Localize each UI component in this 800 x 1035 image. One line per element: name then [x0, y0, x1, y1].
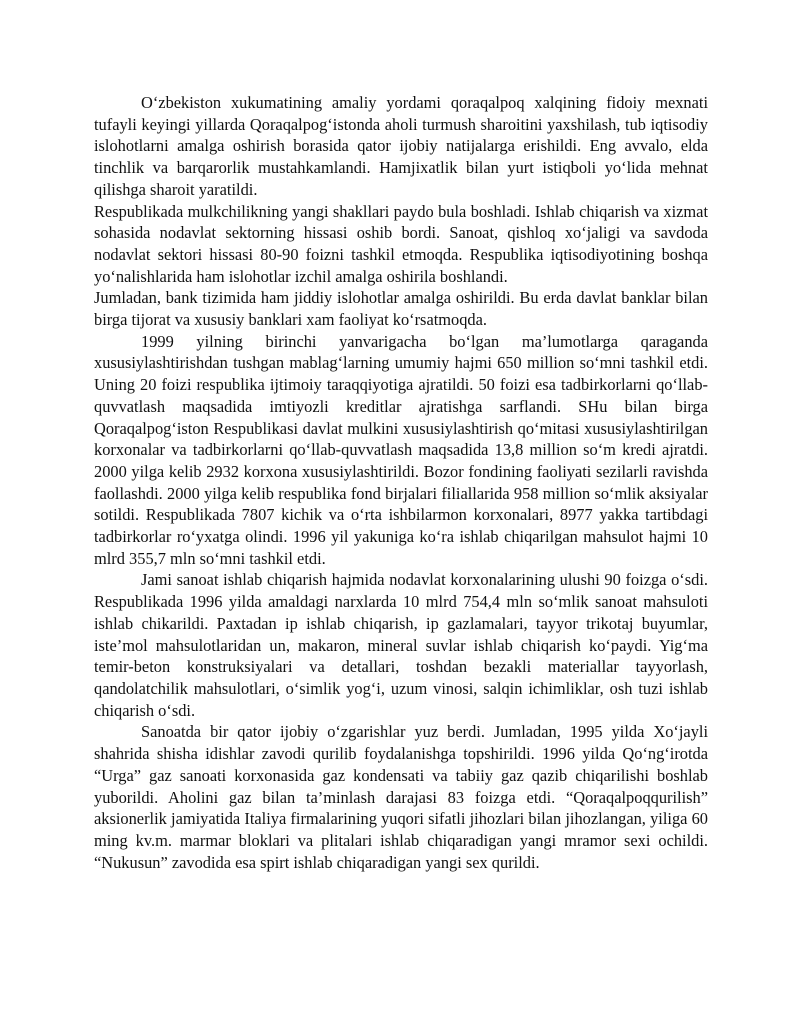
- document-page: [94, 92, 708, 873]
- paragraph-1: O‘zbekiston xukumatining amaliy yordami qoraqalpoq xalqining fidoiy mexnati tufayli keyingi yillarda Qoraqalpog‘istonda aholi turmush sharoitini yaxshilash, tub iqtisodiy islohotlarni amalga oshirish borasida qator ijobiy natijalarga erishildi. Eng avvalo, elda tinchlik va barqarorlik mustahkamlandi. Hamjixatlik bilan yurt istiqboli yo‘lida mehnat qilishga sharoit yaratildi.: [94, 93, 708, 199]
- paragraph-6: Sanoatda bir qator ijobiy o‘zgarishlar yuz berdi. Jumladan, 1995 yilda Xo‘jayli shahrida shisha idishlar zavodi qurilib foydalanishga topshirildi. 1996 yilda Qo‘ng‘irotda “Urga” gaz sanoati korxonasida gaz kondensati va tabiiy gaz qazib chiqarilishi boshlab yuborildi. Aholini gaz bilan ta’minlash darajasi 83 foizga etdi. “Qoraqalpoqqurilish” aksionerlik jamiyatida Italiya firmalarining yuqori sifatli jihozlari bilan jihozlangan, yiliga 60 ming kv.m. marmar bloklari va plitalari ishlab chiqaradigan yangi mramor sexi ochildi. “Nukusun” zavodida esa spirt ishlab chiqaradigan yangi sex qurildi.: [94, 722, 708, 872]
- paragraph-3: Jumladan, bank tizimida ham jiddiy islohotlar amalga oshirildi. Bu erda davlat banklar bilan birga tijorat va xususiy banklari xam faoliyat ko‘rsatmoqda.: [94, 288, 708, 330]
- paragraph-5: Jami sanoat ishlab chiqarish hajmida nodavlat korxonalarining ulushi 90 foizga o‘sdi. Respublikada 1996 yilda amaldagi narxlarda 10 mlrd 754,4 mln so‘mlik sanoat mahsuloti ishlab chikarildi. Paxtadan ip ishlab chiqarish, ip gazlamalari, tayyor trikotaj buyumlar, iste’mol mahsulotlaridan un, makaron, mineral suvlar ishlab chiqarish ko‘paydi. Yig‘ma temir-beton konstruksiyalari va detallari, toshdan bezakli materiallar tayyorlash, qandolatchilik mahsulotlari, o‘simlik yog‘i, uzum vinosi, salqin ichimliklar, osh tuzi ishlab chiqarish o‘sdi.: [94, 570, 708, 720]
- paragraph-2: Respublikada mulkchilikning yangi shakllari paydo bula boshladi. Ishlab chiqarish va xizmat sohasida nodavlat sektorning hissasi oshib bordi. Sanoat, qishloq xo‘jaligi va savdoda nodavlat sektori hissasi 80-90 foizni tashkil etmoqda. Respublika iqtisodiyotining boshqa yo‘nalishlarida ham islohotlar izchil amalga oshirila boshlandi.: [94, 201, 708, 286]
- paragraph-4: 1999 yilning birinchi yanvarigacha bo‘lgan ma’lumotlarga qaraganda xususiylashtirishdan tushgan mablag‘larning umumiy hajmi 650 million so‘mni tashkil etdi. Uning 20 foizi respublika ijtimoiy taraqqiyotiga ajratildi. 50 foizi esa tadbirkorlarni qo‘llab-quvvatlash maqsadida imtiyozli kreditlar ajratishga sarflandi. SHu bilan birga Qoraqalpog‘iston Respublikasi davlat mulkini xususiylashtirish qo‘mitasi xususiylashtirilgan korxonalar va tadbirkorlarni qo‘llab-quvvatlash maqsadida 13,8 million so‘m kredi ajratdi. 2000 yilga kelib 2932 korxona xususiylashtirildi. Bozor fondining faoliyati sezilarli ravishda faollashdi. 2000 yilga kelib respublika fond birjalari filiallarida 958 million so‘mlik aksiyalar sotildi. Respublikada 7807 kichik va o‘rta ishbilarmon korxonalari, 8977 yakka tartibdagi tadbirkorlar ro‘yxatga olindi. 1996 yil yakuniga ko‘ra ishlab chiqarilgan mahsulot hajmi 10 mlrd 355,7 mln so‘mni tashkil etdi.: [94, 331, 708, 568]
